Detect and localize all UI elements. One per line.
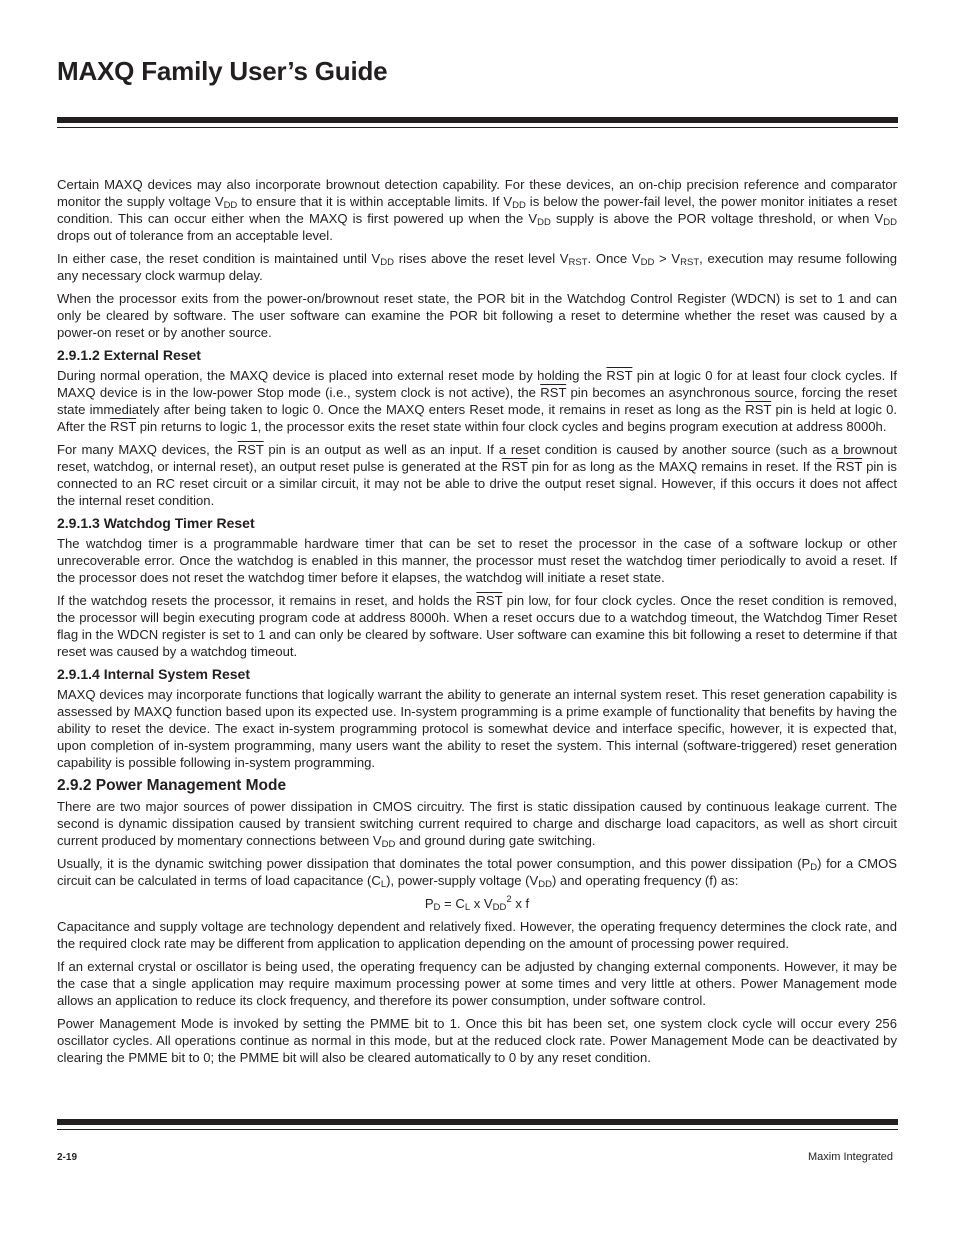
- header-rule-thick: [57, 117, 898, 123]
- paragraph-brownout: Certain MAXQ devices may also incorporate brownout detection capability. For these devices, an on-chip precision reference and comparator monitor the supply voltage $V_{DD}$ to ensure that it is within acceptable limits. If $V_{DD}$ is below the power-fail level, the power monitor initiates a reset condition. This can occur either when the MAXQ is first powered up when the $V_{DD}$ supply is above the POR voltage threshold, or when $V_{DD}$ drops out of tolerance from an acceptable level.: [57, 177, 897, 243]
- paragraph-reset-condition: In either case, the reset condition is maintained until $V_{DD}$ rises above the reset level $V_{RST}$. Once $V_{DD} > V_{RST}$, execution may resume following any necessary clock warmup delay.: [57, 251, 898, 283]
- paragraph-power-sources: There are two major sources of power dissipation in CMOS circuitry. The first is static dissipation caused by continuous leakage current. The second is dynamic dissipation caused by transient switching current required to charge and discharge load capacitors, as well as short circuit current produced by momentary connections between $V_{DD}$ and ground during gate switching.: [57, 799, 897, 850]
- heading-power-management: 2.9.2 Power Management Mode: [57, 777, 287, 794]
- heading-watchdog-reset: 2.9.1.3 Watchdog Timer Reset: [57, 515, 255, 531]
- footer-rule-thick: [57, 1119, 898, 1125]
- paragraph-external-reset-2: For many MAXQ devices, the $\overline{RST}$ pin is an output as well as an input. If a reset condition is caused by another source (such as a brownout reset, watchdog, or internal reset), an output reset pulse is generated at the $\overline{RST}$ pin for as long as the MAXQ remains in reset. If the $\overline{RST}$ pin is connected to an RC reset circuit or a similar circuit, it may not be able to drive the output reset signal. However, if this occurs it does not affect the internal reset condition.: [57, 442, 897, 508]
- heading-external-reset: 2.9.1.2 External Reset: [57, 347, 201, 363]
- paragraph-internal-reset: MAXQ devices may incorporate functions that logically warrant the ability to generate an internal system reset. This reset generation capability is assessed by MAXQ function based upon its expected use. In-system programming is a prime example of functionality that benefits by having the ability to reset the device. The exact in-system programming protocol is somewhat device and interface specific, however, it is expected that, upon completion of in-system programming, many users want the ability to reset the system. This internal (software-triggered) reset generation capability is possible following in-system programming.: [57, 687, 897, 770]
- paragraph-external-reset-1: During normal operation, the MAXQ device is placed into external reset mode by holding the $\overline{RST}$ pin at logic 0 for at least four clock cycles. If MAXQ device is in the low-power Stop mode (i.e., system clock is not active), the $\overline{RST}$ pin becomes an asynchronous source, forcing the reset state immediately after being taken to logic 0. Once the MAXQ enters Reset mode, it remains in reset as long as the $\overline{RST}$ pin is held at logic 0. After the $\overline{RST}$ pin returns to logic 1, the processor exits the reset state within four clock cycles and begins program execution at address 8000h.: [57, 368, 898, 434]
- footer-brand: Maxim Integrated: [808, 1151, 893, 1163]
- paragraph-power-dissipation: Usually, it is the dynamic switching power dissipation that dominates the total power consumption, and this power dissipation $(P_D)$ for a CMOS circuit can be calculated in terms of load capacitance $(C_L)$, power-supply voltage $(V_{DD})$ and operating frequency (f) as:: [57, 856, 898, 890]
- footer-rule-thin: [57, 1129, 898, 1130]
- paragraph-watchdog-2: If the watchdog resets the processor, it remains in reset, and holds the $\overline{RST}$ pin low, for four clock cycles. Once the reset condition is removed, the processor will begin executing program code at address 8000h. When a reset occurs due to a watchdog timeout, the Watchdog Timer Reset flag in the WDCN register is set to 1 and can only be cleared by software. User software can examine this bit following a reset to determine if that reset was caused by a watchdog timeout.: [57, 593, 897, 659]
- heading-internal-reset: 2.9.1.4 Internal System Reset: [57, 666, 250, 682]
- paragraph-capacitance: Capacitance and supply voltage are technology dependent and relatively fixed. However, the operating frequency determines the clock rate, and the required clock rate may be different from application to application depending on the amount of processing power required.: [57, 919, 897, 951]
- paragraph-oscillator: If an external crystal or oscillator is being used, the operating frequency can be adjusted by changing external components. However, it may be the case that a single application may require maximum processing power at some times and very little at others. Power Management mode allows an application to reduce its clock frequency, and therefore its power consumption, under software control.: [57, 959, 897, 1008]
- page-number: 2-19: [57, 1152, 78, 1163]
- paragraph-pmme: Power Management Mode is invoked by setting the PMME bit to 1. Once this bit has been set, one system clock cycle will occur every 256 oscillator cycles. All operations continue as normal in this mode, but at the reduced clock rate. Power Management Mode can be deactivated by clearing the PMME bit to 0; the PMME bit will also be cleared automatically to 0 by any reset condition.: [57, 1016, 897, 1065]
- paragraph-watchdog-1: The watchdog timer is a programmable hardware timer that can be set to reset the processor in the case of a software lockup or other unrecoverable error. Once the watchdog is enabled in this manner, the processor must reset the watchdog timer periodically to avoid a reset. If the processor does not reset the watchdog timer before it elapses, the watchdog will initiate a reset state.: [57, 536, 897, 585]
- document-body: [57, 176, 897, 1072]
- power-equation: $P_D = C_L$ x $V_{DD}^2$ x f: [424, 894, 530, 913]
- header-rule-thin: [57, 127, 898, 128]
- paragraph-por-bit: When the processor exits from the power-on/brownout reset state, the POR bit in the Watchdog Control Register (WDCN) is set to 1 and can only be cleared by software. The user software can examine the POR bit following a reset to determine whether the reset was caused by a power-on reset or by another source.: [57, 291, 897, 340]
- document-title: MAXQ Family User’s Guide: [57, 56, 388, 86]
